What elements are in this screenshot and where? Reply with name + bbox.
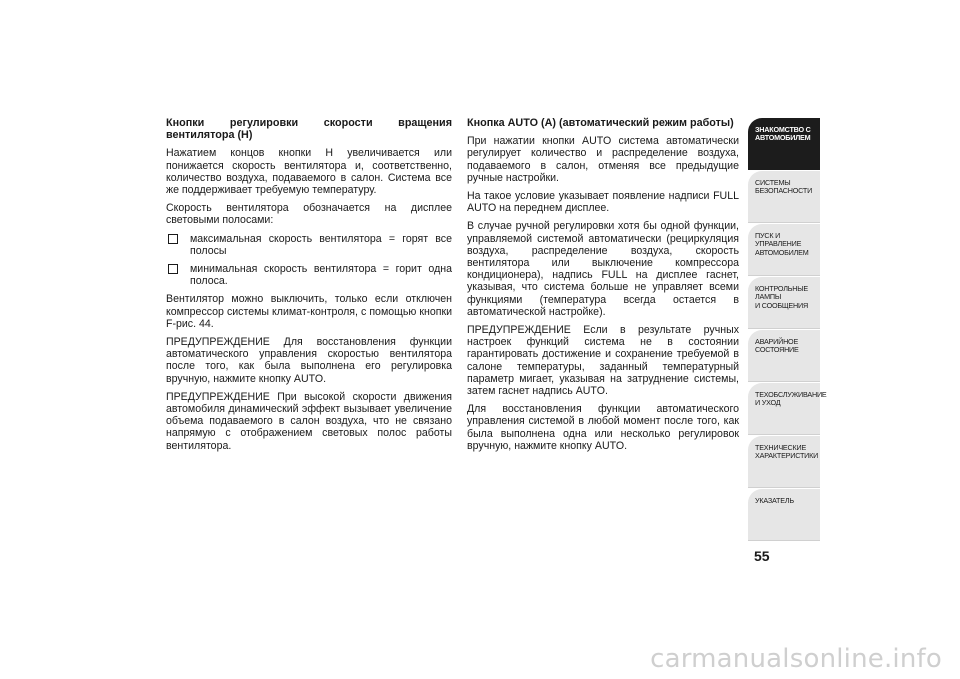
checkbox-bullet-icon [168, 264, 178, 274]
paragraph: Для восстановления функции автоматического управления системой в любой момент после того, как была выполнена одна или несколько регулировок вручную, нажмите кнопку AUTO. [467, 403, 739, 452]
list-item [166, 233, 452, 257]
tab-warning-lights[interactable]: КОНТРОЛЬНЫЕ ЛАМПЫ И СООБЩЕНИЯ [748, 277, 820, 329]
tab-intro[interactable]: ЗНАКОМСТВО С АВТОМОБИЛЕМ [748, 118, 820, 170]
paragraph: На такое условие указывает появление надписи FULL AUTO на переднем дисплее. [467, 190, 739, 215]
tab-safety[interactable]: СИСТЕМЫ БЕЗОПАСНОСТИ [748, 171, 820, 223]
tab-index[interactable]: УКАЗАТЕЛЬ [748, 489, 820, 541]
left-column [166, 117, 452, 458]
list-item [166, 263, 452, 287]
tab-starting-driving[interactable]: ПУСК И УПРАВЛЕНИЕ АВТОМОБИЛЕМ [748, 224, 820, 276]
checkbox-bullet-icon [168, 234, 178, 244]
list-item-text: минимальная скорость вентилятора = горит одна полоса. [190, 263, 452, 288]
paragraph: При нажатии кнопки AUTO система автоматически регулирует количество и распределение воздуха, подаваемого в салон, отменяя все предыдущие ручные настройки. [467, 135, 739, 184]
warning-paragraph: ПРЕДУПРЕЖДЕНИЕ Для восстановления функции автоматического управления скоростью вентилятора после того, как была выполнена его регулировка вручную, нажмите кнопку AUTO. [166, 336, 452, 385]
warning-paragraph: ПРЕДУПРЕЖДЕНИЕ Если в результате ручных настроек функций система не в состоянии гарантировать достижение и сохранение требуемой в салоне температуры, заданный температурный параметр мигает, указывая на затруднение системы, затем гаснет надпись AUTO. [467, 324, 739, 398]
right-column [467, 117, 739, 458]
paragraph: Вентилятор можно выключить, только если отключен компрессор системы климат-контроля, с помощью кнопки F-рис. 44. [166, 293, 452, 330]
page-number: 55 [754, 548, 770, 564]
section-tabs [748, 118, 827, 542]
bullet-list [166, 233, 452, 288]
tab-maintenance[interactable]: ТЕХОБСЛУЖИВАНИЕ И УХОД [748, 383, 820, 435]
paragraph: Нажатием концов кнопки H увеличивается или понижается скорость вентилятора и, соответственно, количество воздуха, подаваемого в салон. Система все же поддерживает требуемую температуру. [166, 147, 452, 197]
tab-emergency[interactable]: АВАРИЙНОЕ СОСТОЯНИЕ [748, 330, 820, 382]
fan-speed-heading: Кнопки регулировки скорости вращения вентилятора (H) [166, 117, 452, 142]
watermark: carmanualsonline.info [650, 644, 942, 674]
tab-specifications[interactable]: ТЕХНИЧЕСКИЕ ХАРАКТЕРИСТИКИ [748, 436, 820, 488]
auto-button-heading: Кнопка AUTO (A) (автоматический режим работы) [467, 117, 734, 129]
paragraph: Скорость вентилятора обозначается на дисплее световыми полосами: [166, 202, 452, 227]
warning-paragraph: ПРЕДУПРЕЖДЕНИЕ При высокой скорости движения автомобиля динамический эффект вызывает увеличение объема подаваемого в салон воздуха, что не связано напрямую с отображением световых полос работы вентилятора. [166, 390, 452, 452]
list-item-text: максимальная скорость вентилятора = горят все полосы [190, 232, 452, 257]
paragraph: В случае ручной регулировки хотя бы одной функции, управляемой системой автоматически (рециркуляция воздуха, распределение воздуха, скорость вентилятора или выключение компрессора кондиционера), надпись FULL на дисплее гаснет, указывая, что система больше не управляет всеми функциями (температура всегда остается в автоматической настройке). [467, 220, 739, 318]
